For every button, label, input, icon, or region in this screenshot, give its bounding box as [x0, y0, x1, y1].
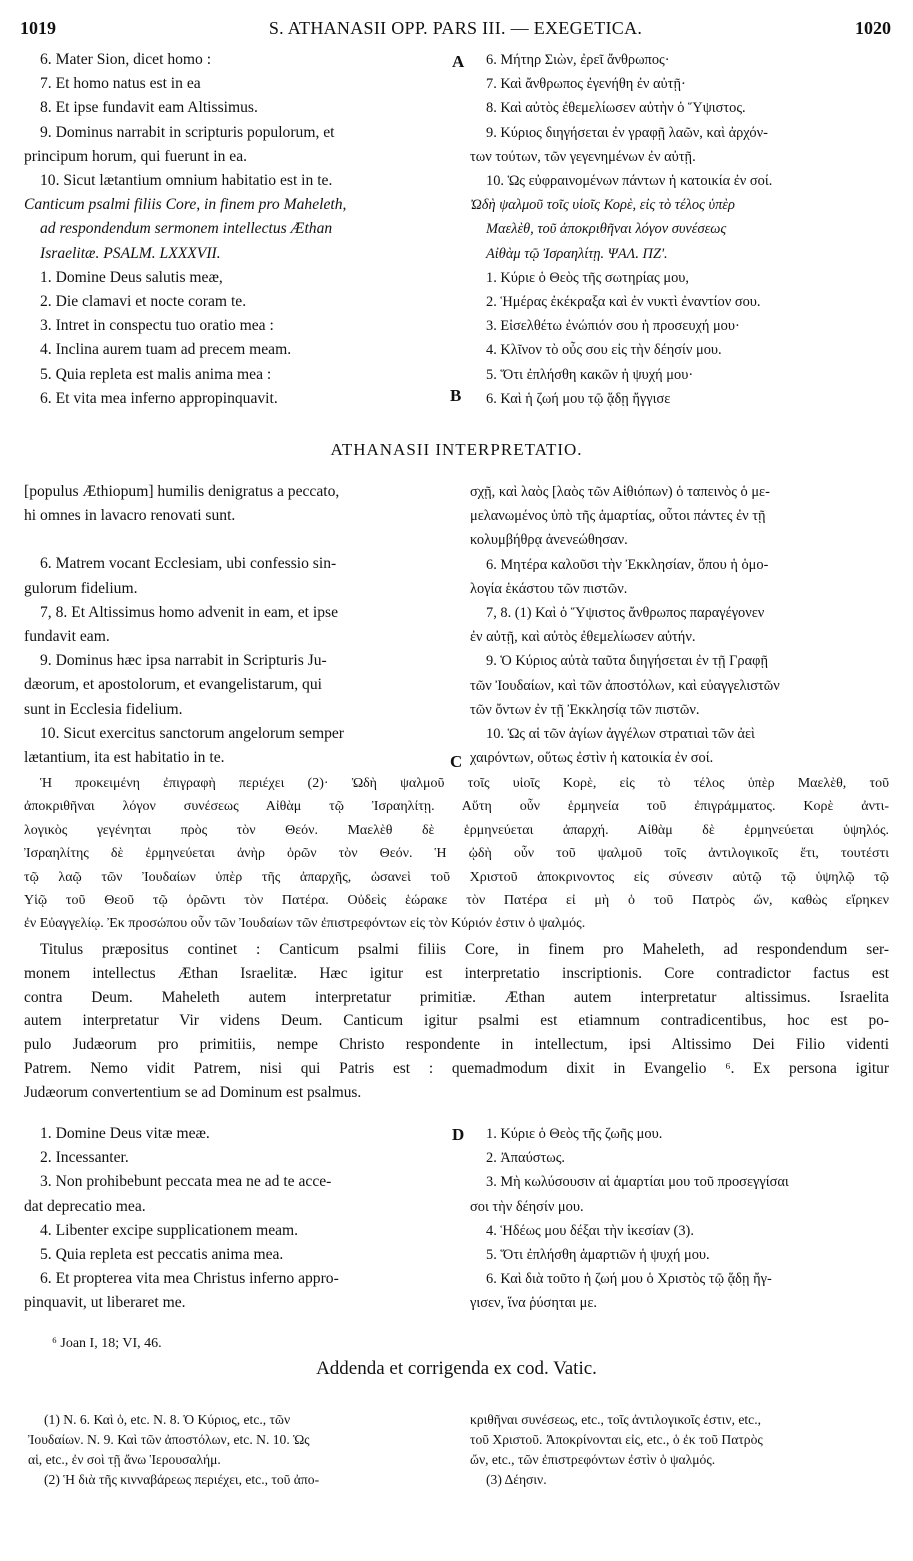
margin-marker-d: D — [452, 1125, 465, 1144]
greek-line: των τούτων, τῶν γεγενημένων ἐν αὐτῇ. — [470, 148, 696, 165]
latin-line: 9. Dominus narrabit in scripturis populorum, et — [40, 123, 335, 141]
greek-verse: 4. Ἡδέως μου δέξαι τὴν ἱκεσίαν (3). — [486, 1222, 694, 1239]
latin-paragraph — [24, 938, 889, 1105]
greek-verse: 3. Μὴ κωλύσουσιν αἱ ἁμαρτίαι μου τοῦ προσεγγίσαι — [486, 1174, 789, 1191]
latin-verse: 3. Non prohibebunt peccata mea ne ad te acce- — [40, 1173, 332, 1191]
latin-line: 9. Dominus hæc ipsa narrabit in Scripturis Ju- — [40, 652, 327, 670]
running-header — [20, 18, 891, 42]
latin-verse: 1. Domine Deus vitæ meæ. — [40, 1125, 210, 1142]
latin-verse: 6. Et propterea vita mea Christus inferno appro- — [40, 1270, 339, 1288]
latin-line: 8. Et ipse fundavit eam Altissimus. — [40, 99, 258, 117]
addenda-line: Ἰουδαίων. N. 9. Καὶ τῶν ἀποστόλων, etc. N. 10. Ὡς — [28, 1432, 310, 1447]
addenda-left-column — [28, 1410, 460, 1490]
greek-line: ἐν αὐτῇ, καὶ αὐτὸς ἐθεμελίωσεν αὐτήν. — [470, 629, 696, 646]
latin-line: sunt in Ecclesia fidelium. — [24, 700, 183, 718]
greek-verse: 4. Κλῖνον τὸ οὖς σου εἰς τὴν δέησίν μου. — [486, 342, 722, 359]
greek-line: σχῇ, καὶ λαὸς [λαὸς τῶν Αἰθιόπων) ὁ ταπεινὸς ὁ με- — [470, 484, 770, 500]
interp-greek-column — [470, 480, 890, 770]
bottom-greek-column — [470, 1122, 890, 1316]
latin-line: 10. Sicut lætantium omnium habitatio est in te. — [40, 172, 333, 190]
footnote: ⁶ Joan I, 18; VI, 46. — [52, 1336, 162, 1351]
bottom-latin-column — [24, 1122, 452, 1316]
latin-verse: 2. Incessanter. — [40, 1149, 129, 1167]
margin-marker-a: A — [452, 52, 465, 71]
greek-verse: 5. Ὅτι ἐπλήσθη κακῶν ἡ ψυχή μου· — [486, 366, 694, 383]
greek-line: 6. Μήτηρ Σιὼν, ἐρεῖ ἄνθρωπος· — [486, 52, 670, 68]
addenda-line: (1) N. 6. Καὶ ὁ, etc. N. 8. Ὁ Κύριος, etc., τῶν — [44, 1412, 291, 1427]
latin-verse: 5. Quia repleta est malis anima mea : — [40, 365, 272, 383]
greek-verse: 5. Ὅτι ἐπλήσθη ἁμαρτιῶν ἡ ψυχή μου. — [486, 1247, 710, 1264]
latin-verse: 5. Quia repleta est peccatis anima mea. — [40, 1246, 284, 1264]
greek-title-line: Μαελὲθ, τοῦ ἀποκριθῆναι λόγον συνέσεως — [486, 221, 727, 238]
interp-latin-column — [24, 480, 452, 770]
addenda-line: κριθῆναι συνέσεως, etc., τοῖς ἀντιλογικοῖς ἐστιν, etc., — [470, 1412, 762, 1427]
latin-verse: 6. Et vita mea inferno appropinquavit. — [40, 389, 278, 407]
latin-line: dæorum, et apostolorum, et evangelistarum, qui — [24, 676, 322, 694]
greek-line: 7, 8. (1) Καὶ ὁ Ὕψιστος ἄνθρωπος παραγέγονεν — [486, 605, 765, 622]
greek-paragraph-line: Υἱῷ τοῦ Θεοῦ τῷ ὁρῶντι τὸν Πατέρα. Οὐδεὶς ἑώρακε τὸν Πατέρα εἰ μὴ ὁ τοῦ Πατρὸς ὤν, καθὼς εἴρηκεν — [24, 893, 889, 909]
greek-paragraph-line: Ἰσραηλίτης δὲ ἑρμηνεύεται ἀνὴρ ὁρῶν τὸν Θεόν. Ἡ ᾠδὴ οὖν τοῦ ψαλμοῦ τοῖς ἀντιλογικοῖς ἔτι, τουτέστι — [24, 846, 889, 862]
greek-title-line: Αἰθὰμ τῷ Ἰσραηλίτῃ. ΨΑΛ. ΠΖʹ. — [486, 245, 668, 262]
section-title: ATHANASII INTERPRETATIO. — [330, 440, 583, 459]
running-title: S. ATHANASII OPP. PARS III. — EXEGETICA. — [268, 18, 643, 38]
latin-verse: pinquavit, ut liberaret me. — [24, 1294, 186, 1312]
margin-marker-b: B — [450, 386, 462, 405]
greek-line: λογία ἑκάστου τῶν πιστῶν. — [470, 580, 628, 597]
page-number-right: 1020 — [855, 18, 891, 38]
latin-line: lætantium, ita est habitatio in te. — [24, 749, 225, 767]
greek-verse: σοι τὴν δέησίν μου. — [470, 1198, 584, 1215]
greek-verse: γισεν, ἵνα ῥύσηται με. — [470, 1295, 597, 1312]
psalm-title-line: Israelitæ. PSALM. LXXXVII. — [40, 244, 221, 262]
latin-paragraph-line: monem intellectus Æthan Israelitæ. Hæc igitur est interpretatio inscriptionis. Core contradictor factus est — [24, 964, 889, 982]
latin-verse: 2. Die clamavi et nocte coram te. — [40, 293, 247, 311]
latin-verse: 3. Intret in conspectu tuo oratio mea : — [40, 317, 274, 335]
greek-line: κολυμβήθρᾳ ἀνενεώθησαν. — [470, 532, 628, 549]
latin-line: hi omnes in lavacro renovati sunt. — [24, 507, 236, 525]
greek-line: 7. Καὶ ἄνθρωπος ἐγενήθη ἐν αὐτῇ· — [486, 76, 686, 93]
greek-verse: 6. Καὶ ἡ ζωή μου τῷ ᾅδῃ ἤγγισε — [486, 390, 671, 407]
greek-paragraph-line: τῷ λαῷ τῶν Ἰουδαίων ὑπὲρ τῆς ἀπαρχῆς, ὡσανεὶ τοῦ Χριστοῦ ἀποκρινοντος εἰς σύνεσιν αὐτῷ τῷ ὑψηλῷ τῷ — [24, 869, 889, 885]
latin-verse: dat deprecatio mea. — [24, 1197, 146, 1215]
top-latin-column — [24, 48, 452, 411]
greek-paragraph-line: λογικὸς γεγένηται πρὸς τὸν Θεόν. Μαελὲθ δὲ ἑρμηνεύεται ἀπαρχή. Αἰθὰμ δὲ ἑρμηνεύεται ὑψηλός. — [24, 822, 889, 838]
page-number-left: 1019 — [20, 18, 56, 38]
latin-line: 7. Et homo natus est in ea — [40, 75, 201, 93]
latin-paragraph-line: pulo Judæorum pro primitiis, nempe Christo respondente in intellectum, ipsi Altissimo Dei Filio videnti — [24, 1036, 889, 1054]
greek-line: 6. Μητέρα καλοῦσι τὴν Ἐκκλησίαν, ὅπου ἡ ὁμο- — [486, 556, 769, 573]
addenda-line: αἱ, etc., ἐν σοὶ τῇ ἄνω Ἱερουσαλήμ. — [28, 1452, 221, 1467]
greek-title-line: Ὠδὴ ψαλμοῦ τοῖς υἱοῖς Κορὲ, εἰς τὸ τέλος ὑπὲρ — [470, 197, 735, 214]
latin-line: fundavit eam. — [24, 628, 110, 646]
addenda-right-column — [470, 1410, 890, 1490]
psalm-title-line: ad respondendum sermonem intellectus Æthan — [40, 220, 333, 238]
latin-verse: 4. Inclina aurem tuam ad precem meam. — [40, 341, 292, 359]
latin-paragraph-line: Judæorum convertentium se ad Dominum est psalmus. — [24, 1083, 362, 1101]
greek-line: τῶν Ἰουδαίων, καὶ τῶν ἀποστόλων, καὶ εὐαγγελιστῶν — [470, 677, 780, 694]
latin-line: gulorum fidelium. — [24, 579, 138, 597]
latin-line: [populus Æthiopum] humilis denigratus a peccato, — [24, 483, 340, 500]
latin-verse: 1. Domine Deus salutis meæ, — [40, 268, 223, 286]
greek-verse: 2. Ἡμέρας ἐκέκραξα καὶ ἐν νυκτὶ ἐναντίον σου. — [486, 294, 761, 311]
greek-verse: 1. Κύριε ὁ Θεὸς τῆς σωτηρίας μου, — [486, 269, 689, 286]
latin-paragraph-line: Patrem. Nemo vidit Patrem, nisi qui Patris est : quemadmodum dixit in Evangelio ⁶. Ex persona igitur — [24, 1059, 889, 1077]
addenda-line: ὤν, etc., τῶν ἐπιστρεφόντων ἐστὶν ὁ ψαλμός. — [470, 1452, 716, 1467]
greek-line: 8. Καὶ αὐτὸς ἐθεμελίωσεν αὐτὴν ὁ Ὕψιστος. — [486, 100, 746, 117]
addenda-title: Addenda et corrigenda ex cod. Vatic. — [316, 1358, 597, 1379]
greek-paragraph — [24, 772, 889, 936]
latin-line: principum horum, qui fuerunt in ea. — [24, 147, 248, 165]
greek-line: χαιρόντων, οὕτως ἐστὶν ἡ κατοικία ἐν σοί. — [470, 750, 714, 767]
top-greek-column — [470, 48, 890, 411]
latin-line — [24, 528, 452, 552]
latin-line: 6. Mater Sion, dicet homo : — [40, 51, 212, 68]
greek-verse: 3. Εἰσελθέτω ἐνώπιόν σου ἡ προσευχή μου· — [486, 318, 740, 335]
greek-line: 10. Ὡς αἱ τῶν ἁγίων ἀγγέλων στρατιαὶ τῶν ἀεὶ — [486, 726, 755, 743]
greek-paragraph-line: ἐν Εὐαγγελίῳ. Ἐκ προσώπου οὖν τῶν Ἰουδαίων τῶν ἐπιστρεφόντων εἰς τὸν Κύριόν ἐστιν ὁ ψαλμός. — [24, 916, 586, 932]
greek-line: μελανωμένος ὑπὸ τῆς ἁμαρτίας, οὗτοι πάντες ἐν τῇ — [470, 508, 766, 525]
greek-line: 9. Ὁ Κύριος αὐτὰ ταῦτα διηγήσεται ἐν τῇ Γραφῇ — [486, 653, 768, 670]
addenda-line: (3) Δέησιν. — [486, 1472, 547, 1487]
greek-line: 9. Κύριος διηγήσεται ἐν γραφῇ λαῶν, καὶ ἀρχόν- — [486, 124, 768, 141]
psalm-title-line: Canticum psalmi filiis Core, in finem pro Maheleth, — [24, 196, 347, 214]
latin-verse: 4. Libenter excipe supplicationem meam. — [40, 1221, 299, 1239]
latin-line: 7, 8. Et Altissimus homo advenit in eam, et ipse — [40, 603, 338, 621]
addenda-line: (2) Ἡ διὰ τῆς κινναβάρεως περιέχει, etc., τοῦ ἀπο- — [44, 1472, 320, 1487]
latin-line: 10. Sicut exercitus sanctorum angelorum semper — [40, 724, 344, 742]
greek-paragraph-line: ἀποκριθῆναι λόγον συνέσεως Αἰθὰμ τῷ Ἰσραηλίτῃ. Αὕτη οὖν ἑρμηνεία τοῦ ἐπιγράμματος. Κορὲ ἀντι- — [24, 799, 889, 815]
latin-paragraph-line: contra Deum. Maheleth autem interpretatur primitiæ. Æthan autem interpretatur altissimus. Israelita — [24, 988, 889, 1006]
greek-verse: 6. Καὶ διὰ τοῦτο ἡ ζωή μου ὁ Χριστὸς τῷ ᾅδῃ ἤγ- — [486, 1271, 772, 1288]
latin-paragraph-line: autem interpretatur Vir videns Deum. Canticum igitur psalmi est etiamnum contradicentibus, hoc est po- — [24, 1012, 889, 1030]
latin-line: 6. Matrem vocant Ecclesiam, ubi confessio sin- — [40, 555, 337, 573]
greek-verse: 2. Ἀπαύστως. — [486, 1150, 566, 1167]
greek-line: τῶν ὄντων ἐν τῇ Ἐκκλησίᾳ τῶν πιστῶν. — [470, 701, 700, 718]
greek-verse: 1. Κύριε ὁ Θεὸς τῆς ζωῆς μου. — [486, 1126, 663, 1142]
greek-paragraph-line: Ἡ προκειμένη ἐπιγραφὴ περιέχει (2)· Ὠδὴ ψαλμοῦ τοῖς υἱοῖς Κορὲ, εἰς τὸ τέλος ὑπὲρ Μαελὲθ, τοῦ — [40, 776, 889, 791]
addenda-line: τοῦ Χριστοῦ. Ἀποκρίνονται εἰς, etc., ὁ ἐκ τοῦ Πατρὸς — [470, 1432, 763, 1447]
latin-paragraph-line: Titulus præpositus continet : Canticum psalmi filiis Core, in finem pro Maheleth, ad respondendum ser- — [40, 941, 889, 958]
margin-marker-c: C — [450, 752, 463, 771]
greek-line: 10. Ὡς εὐφραινομένων πάντων ἡ κατοικία ἐν σοί. — [486, 173, 773, 190]
